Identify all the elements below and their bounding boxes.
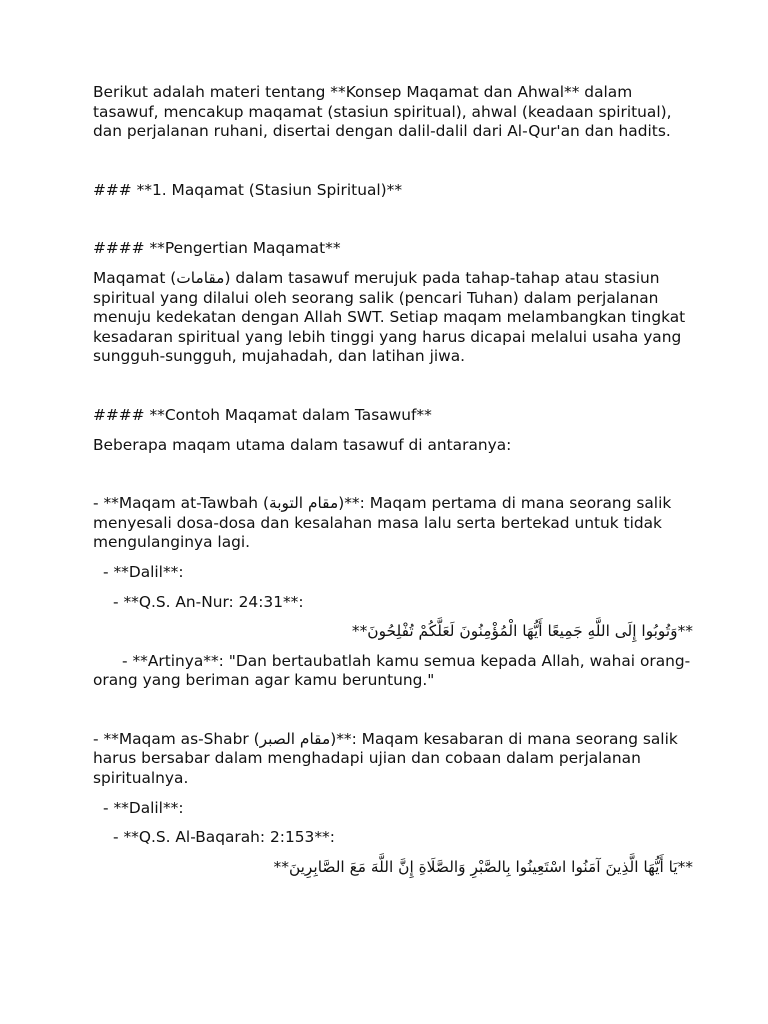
pengertian-paragraph: Maqamat (مقامات) dalam tasawuf merujuk pada tahap-tahap atau stasiun spiritual yang dilalui oleh seorang salik (pencari Tuhan) dalam perjalanan menuju kedekatan dengan Allah SWT. Setiap maqam melambangkan tingkat kesadaran spiritual yang lebih tinggi yang harus dicapai melalui usaha yang sungguh-sungguh, mujahadah, dan latihan jiwa. xyxy=(93,268,686,366)
tawbah-ref: - **Q.S. An-Nur: 24:31**: xyxy=(113,592,304,611)
intro-paragraph: Berikut adalah materi tentang **Konsep Maqamat dan Ahwal** dalam tasawuf, mencakup maqamat (stasiun spiritual), ahwal (keadaan spiritual), dan perjalanan ruhani, disertai dengan dalil-dalil dari Al-Qur'an dan hadits. xyxy=(93,83,672,141)
heading-pengertian: #### **Pengertian Maqamat** xyxy=(93,239,341,258)
shabr-dalil: - **Dalil**: xyxy=(103,798,184,817)
tawbah-artinya xyxy=(93,652,693,691)
heading-maqamat: ### **1. Maqamat (Stasiun Spiritual)** xyxy=(93,180,403,199)
contoh-intro: Beberapa maqam utama dalam tasawuf di antaranya: xyxy=(93,435,512,454)
tawbah-artinya-text: - **Artinya**: "Dan bertaubatlah kamu semua kepada Allah, wahai orang-orang yang beriman agar kamu beruntung." xyxy=(93,651,691,690)
heading-contoh: #### **Contoh Maqamat dalam Tasawuf** xyxy=(93,405,432,424)
tawbah-ayat: **وَتُوبُوا إِلَى اللَّهِ جَمِيعًا أَيُّهَا الْمُؤْمِنُونَ لَعَلَّكُمْ تُفْلِحُونَ** xyxy=(351,622,693,641)
tawbah-item: - **Maqam at-Tawbah (مقام التوبة)**: Maqam pertama di mana seorang salik menyesali dosa-dosa dan kesalahan masa lalu serta bertekad untuk tidak mengulanginya lagi. xyxy=(93,494,672,552)
shabr-item: - **Maqam as-Shabr (مقام الصبر)**: Maqam kesabaran di mana seorang salik harus bersabar dalam menghadapi ujian dan cobaan dalam perjalanan spiritualnya. xyxy=(93,729,678,788)
shabr-ref: - **Q.S. Al-Baqarah: 2:153**: xyxy=(113,828,335,847)
document-page xyxy=(93,83,693,877)
shabr-ayat: **يَا أَيُّهَا الَّذِينَ آمَنُوا اسْتَعِينُوا بِالصَّبْرِ وَالصَّلَاةِ إِنَّ اللَّهَ مَعَ الصَّابِرِينَ** xyxy=(273,857,693,876)
tawbah-dalil: - **Dalil**: xyxy=(103,562,184,581)
